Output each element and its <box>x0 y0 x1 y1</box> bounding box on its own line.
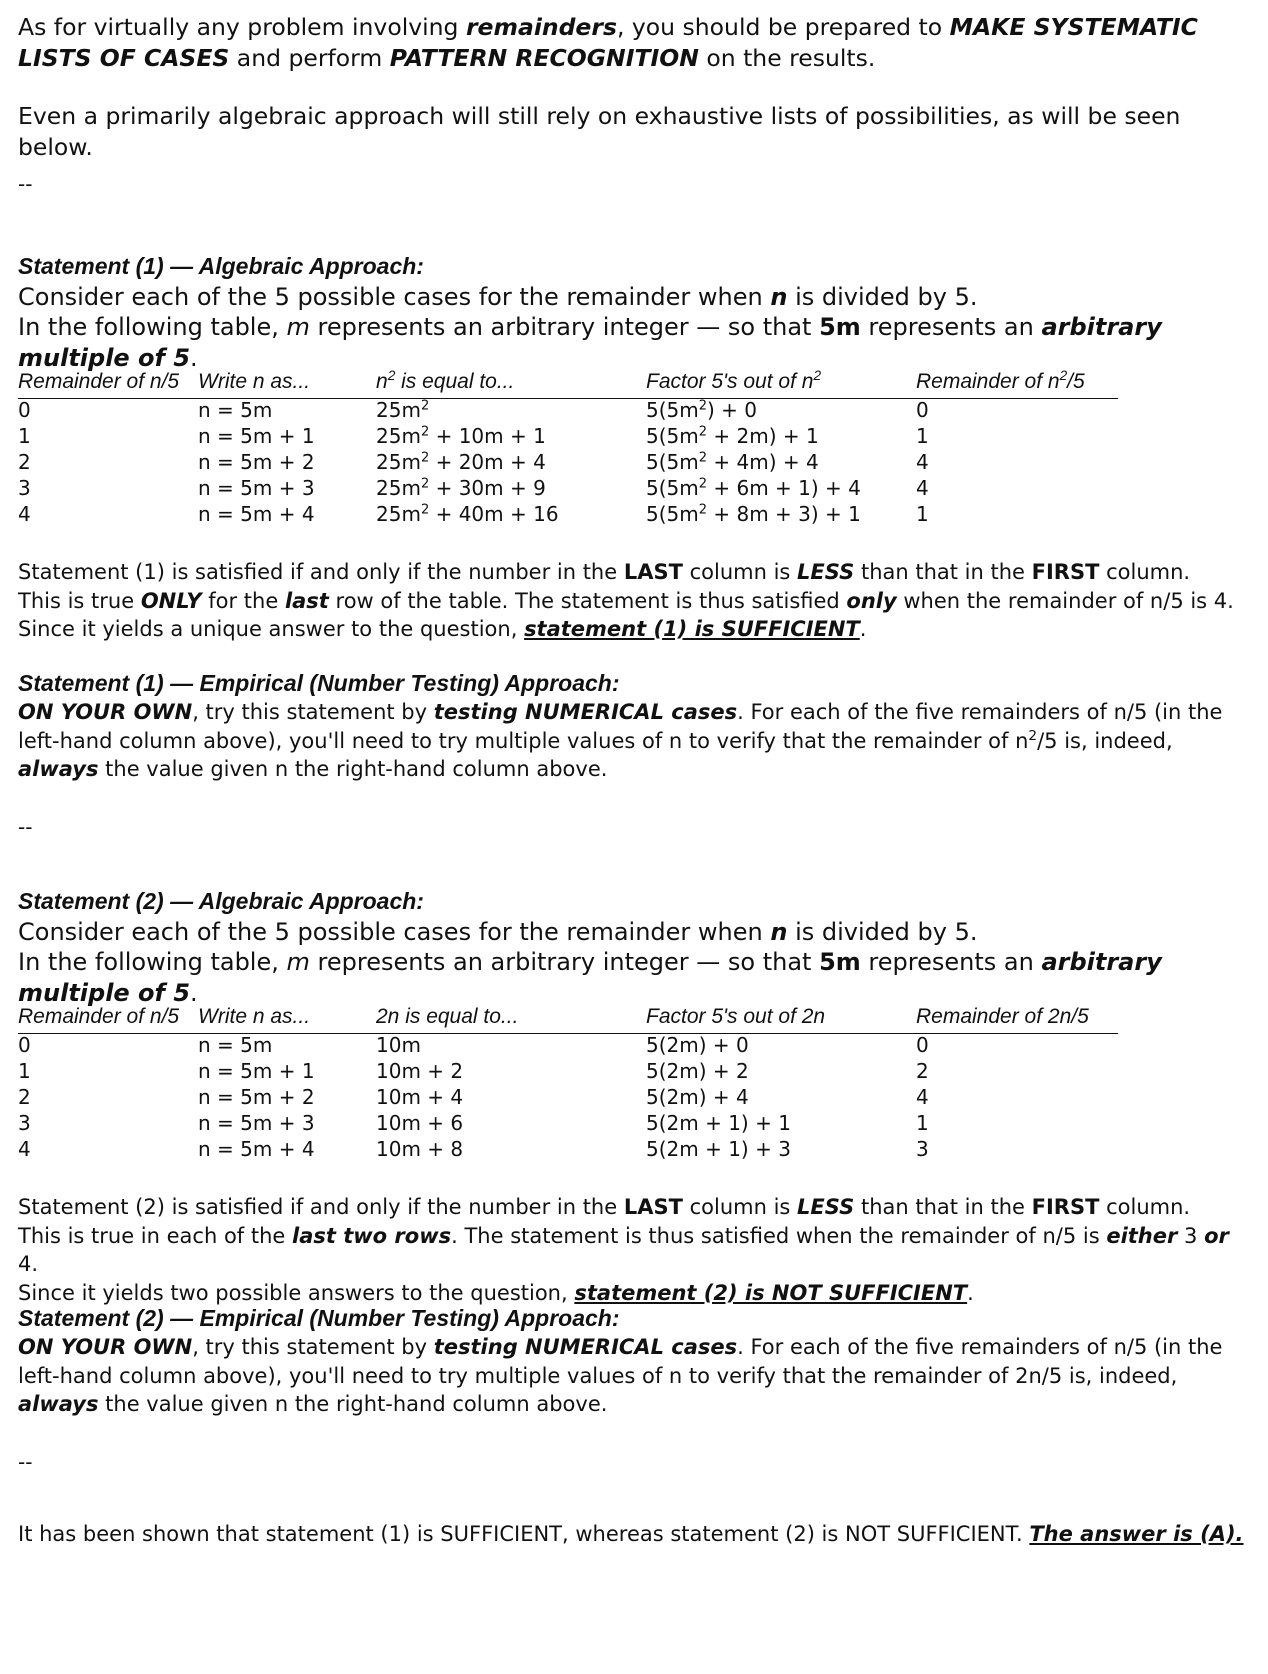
stmt2-line1: Consider each of the 5 possible cases for the remainder when n is divided by 5. <box>18 918 978 946</box>
stmt2-conclusion-line1: Statement (2) is satisfied if and only if the number in the LAST column is LESS than that in the FIRST column. <box>18 1195 1191 1219</box>
table-row-n-squared: $25m^2 + 30m + 9$ <box>376 476 546 500</box>
final-answer: It has been shown that statement (1) is SUFFICIENT, whereas statement (2) is NOT SUFFICIENT. The answer is (A). <box>18 1522 1244 1546</box>
table-row-write: n = 5m + 3 <box>198 476 315 500</box>
col-header-n-squared: $n^2$ is equal to... <box>376 368 515 393</box>
col-header-write: Write n as... <box>198 1005 311 1028</box>
table-row-2n: 10m <box>376 1033 421 1057</box>
table-row-n-squared: $25m^2 + 40m + 16$ <box>376 502 559 526</box>
table-row-n-squared: $25m^2 + 20m + 4$ <box>376 450 546 474</box>
stmt2-table <box>18 1005 1178 1175</box>
table-row-write: n = 5m + 4 <box>198 1137 315 1161</box>
intro-paragraph-2: Even a primarily algebraic approach will still rely on exhaustive lists of possibilities, as will be seen below. <box>18 102 1181 161</box>
stmt1-table <box>18 370 1178 540</box>
table-row-remainder: 2 <box>18 450 31 474</box>
intro-paragraph-1: As for virtually any problem involving remainders, you should be prepared to MAKE SYSTEMATIC LISTS OF CASES and perform PATTERN RECOGNITION on the results. <box>18 13 1198 72</box>
table-row-factor: 5(2m) + 4 <box>646 1085 749 1109</box>
col-header-remainder: Remainder of n/5 <box>18 370 180 393</box>
table-row-factor: $5(5m^2 + 4m) + 4$ <box>646 450 819 474</box>
stmt1-conclusion-line3: Since it yields a unique answer to the question, statement (1) is SUFFICIENT. <box>18 617 867 641</box>
remainders-emphasis: remainders <box>465 13 617 41</box>
col-header-remainder: Remainder of n/5 <box>18 1005 180 1028</box>
stmt1-line2: In the following table, m represents an arbitrary integer — so that 5m represents an arbitrary multiple of 5. <box>18 313 1162 372</box>
table-row-remainder-result: 4 <box>916 1085 929 1109</box>
stmt2-conclusion-line2: This is true in each of the last two rows. The statement is thus satisfied when the remainder of n/5 is either 3 or 4. <box>18 1223 1229 1276</box>
table-row-write: n = 5m + 1 <box>198 1059 315 1083</box>
stmt1-conclusion <box>18 558 1253 644</box>
table-row-remainder-result: 1 <box>916 502 929 526</box>
stmt2-verdict: statement (2) is NOT SUFFICIENT <box>574 1280 968 1305</box>
table-row-remainder: 4 <box>18 502 31 526</box>
stmt2-empirical-heading: Statement (2) — Empirical (Number Testing) Approach: <box>18 1305 620 1331</box>
table-row-remainder-result: 1 <box>916 424 929 448</box>
stmt1-empirical-heading: Statement (1) — Empirical (Number Testing) Approach: <box>18 670 620 696</box>
separator: -- <box>18 172 33 196</box>
table-row-factor: 5(2m) + 2 <box>646 1059 749 1083</box>
table-row-remainder: 0 <box>18 398 31 422</box>
pattern-recognition-emphasis: PATTERN RECOGNITION <box>389 44 699 72</box>
table-row-factor: $5(5m^2) + 0$ <box>646 398 758 422</box>
table-row-remainder: 1 <box>18 1059 31 1083</box>
table-row-remainder: 2 <box>18 1085 31 1109</box>
stmt2-conclusion-line3: Since it yields two possible answers to the question, statement (2) is NOT SUFFICIENT. <box>18 1280 974 1305</box>
table-row-remainder: 0 <box>18 1033 31 1057</box>
stmt1-empirical-body: ON YOUR OWN, try this statement by testing NUMERICAL cases. For each of the five remainders of n/5 (in the left-hand column above), you'll need to try multiple values of n to verify that the remainder of $n^2/5$ is, indeed, always the value given n the right-hand column above. <box>18 700 1223 781</box>
table-row-factor: $5(5m^2 + 8m + 3) + 1$ <box>646 502 861 526</box>
table-row-write: n = 5m + 2 <box>198 1085 315 1109</box>
table-row-2n: 10m + 8 <box>376 1137 464 1161</box>
table-row-factor: $5(5m^2 + 2m) + 1$ <box>646 424 819 448</box>
stmt1-verdict: statement (1) is SUFFICIENT <box>524 617 860 641</box>
table-row-remainder-result: 3 <box>916 1137 929 1161</box>
table-row-remainder: 1 <box>18 424 31 448</box>
separator: -- <box>18 815 33 839</box>
col-header-remainder-2n: Remainder of 2n/5 <box>916 1005 1089 1028</box>
table-row-n-squared: $25m^2 + 10m + 1$ <box>376 424 546 448</box>
table-row-remainder: 3 <box>18 1111 31 1135</box>
separator: -- <box>18 1450 33 1474</box>
stmt1-algebraic-heading: Statement (1) — Algebraic Approach: <box>18 253 424 279</box>
col-header-write: Write n as... <box>198 370 311 393</box>
table-row-remainder-result: 4 <box>916 476 929 500</box>
table-row-remainder-result: 0 <box>916 1033 929 1057</box>
stmt2-empirical-body: ON YOUR OWN, try this statement by testing NUMERICAL cases. For each of the five remainders of n/5 (in the left-hand column above), you'll need to try multiple values of n to verify that the remainder of 2n/5 is, indeed, always the value given n the right-hand column above. <box>18 1335 1223 1416</box>
table-row-2n: 10m + 4 <box>376 1085 464 1109</box>
col-header-2n: 2n is equal to... <box>376 1005 519 1028</box>
stmt2-line2: In the following table, m represents an arbitrary integer — so that 5m represents an arbitrary multiple of 5. <box>18 948 1162 1007</box>
table-row-factor: 5(2m + 1) + 1 <box>646 1111 791 1135</box>
answer-statement: The answer is (A). <box>1029 1522 1244 1546</box>
table-row-write: n = 5m + 1 <box>198 424 315 448</box>
col-header-factor: Factor 5's out of $n^2$ <box>646 368 822 393</box>
table-row-remainder-result: 0 <box>916 398 929 422</box>
table-row-factor: $5(5m^2 + 6m + 1) + 4$ <box>646 476 861 500</box>
make-lists-emphasis: MAKE SYSTEMATIC LISTS OF CASES <box>18 13 1198 72</box>
table-row-write: n = 5m <box>198 1033 273 1057</box>
table-row-remainder-result: 1 <box>916 1111 929 1135</box>
table-row-remainder: 4 <box>18 1137 31 1161</box>
col-header-factor: Factor 5's out of 2n <box>646 1005 826 1028</box>
stmt2-conclusion <box>18 1193 1253 1307</box>
table-row-write: n = 5m + 2 <box>198 450 315 474</box>
table-row-factor: 5(2m + 1) + 3 <box>646 1137 791 1161</box>
table-row-remainder-result: 4 <box>916 450 929 474</box>
col-header-remainder-n-squared: Remainder of $n^2/5$ <box>916 368 1085 393</box>
table-row-factor: 5(2m) + 0 <box>646 1033 749 1057</box>
table-row-write: n = 5m + 3 <box>198 1111 315 1135</box>
stmt2-algebraic-heading: Statement (2) — Algebraic Approach: <box>18 888 424 914</box>
table-row-remainder: 3 <box>18 476 31 500</box>
table-row-remainder-result: 2 <box>916 1059 929 1083</box>
table-row-write: n = 5m <box>198 398 273 422</box>
table-row-2n: 10m + 2 <box>376 1059 464 1083</box>
stmt1-line1: Consider each of the 5 possible cases for the remainder when n is divided by 5. <box>18 283 978 311</box>
stmt1-conclusion-line2: This is true ONLY for the last row of the table. The statement is thus satisfied only when the remainder of n/5 is 4. <box>18 588 1234 613</box>
stmt1-conclusion-line1: Statement (1) is satisfied if and only if the number in the LAST column is LESS than that in the FIRST column. <box>18 560 1191 584</box>
table-row-2n: 10m + 6 <box>376 1111 464 1135</box>
table-row-write: n = 5m + 4 <box>198 502 315 526</box>
table-row-n-squared: $25m^2$ <box>376 398 430 422</box>
